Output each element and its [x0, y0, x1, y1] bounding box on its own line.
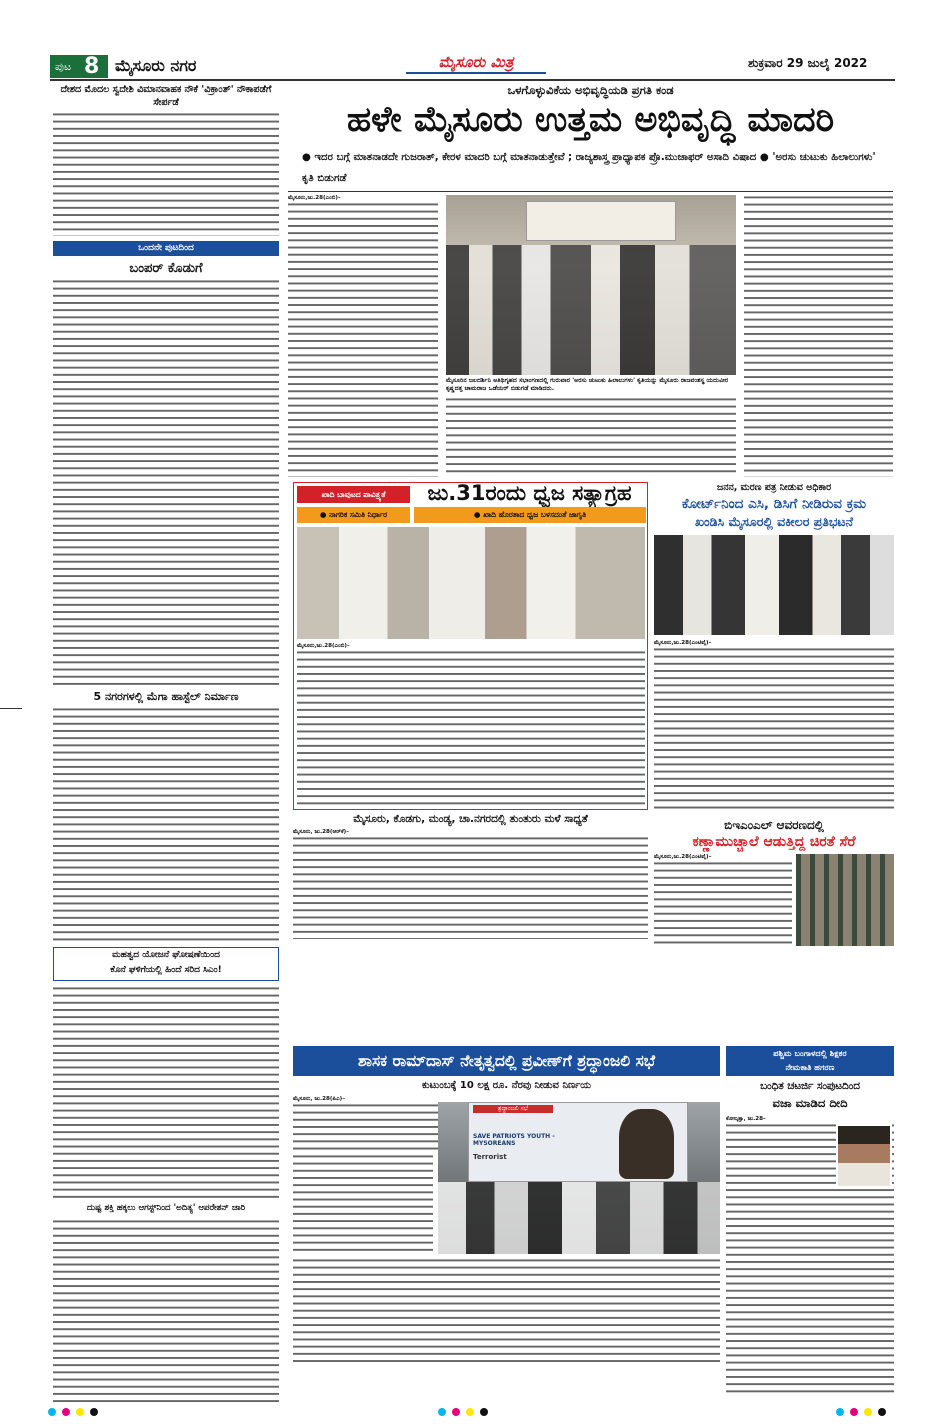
khadi-sub-1 — [297, 507, 410, 523]
praveen-dateline: ಮೈಸೂರು, ಜು.28(ಪಿಎ)– — [293, 1096, 346, 1102]
reg-mark-yellow — [864, 1408, 872, 1416]
advocates-photo — [654, 535, 894, 635]
rain-body-lines — [293, 836, 648, 939]
page-number: 8 — [84, 54, 100, 79]
reg-mark-yellow — [466, 1408, 474, 1416]
bengal-headline-2: ವಜಾ ಮಾಡಿದ ದೀದಿ — [772, 1096, 848, 1110]
praveen-headline-box — [293, 1046, 720, 1076]
advocates-dateline: ಮೈಸೂರು,ಜು.28(ಎಂಟಿವೈ)– — [654, 640, 712, 646]
praveen-body-bottom — [293, 1258, 720, 1366]
khadi-sub-2-text: ● ಖಾದಿ ಹೊರತಾದ ಧ್ವಜ ಬಳಸದಂತೆ ಜಾಗೃತಿ — [473, 510, 587, 519]
leopard-dateline: ಮೈಸೂರು,ಜು.28(ಎಂಟಿವೈ)– — [654, 854, 712, 860]
top-kicker: ಒಳಗೊಳ್ಳುವಿಕೆಯ ಅಭಿವೃದ್ಧಿಯಡಿ ಪ್ರಗತಿ ಕಂಡ — [507, 83, 674, 97]
praveen-photo-people — [438, 1182, 720, 1254]
deck-rule — [288, 191, 893, 192]
aditya-headline: ದುಷ್ಟ ಶಕ್ತಿ ಹಕ್ಕಲು ಆಗಸ್ಟ್‌ನಿಂದ 'ಅದಿತ್ಯ' ಆಪರೇಶನ್ ಜಾರಿ — [86, 1203, 246, 1213]
left-column — [50, 83, 282, 1403]
praveen-sub: ಕುಟುಂಬಕ್ಕೆ 10 ಲಕ್ಷ ರೂ. ನೆರವು ನೀಡುವ ನಿರ್ಣಯ — [422, 1080, 591, 1091]
bengal-story — [726, 1046, 894, 1406]
praveen-story — [293, 1046, 720, 1406]
page-tab — [50, 55, 108, 78]
tribute-banner-main: SAVE PATRIOTS YOUTH - MYSOREANS — [473, 1133, 555, 1147]
reg-mark-cyan — [438, 1408, 446, 1416]
advocates-kicker: ಜನನ, ಮರಣ ಪತ್ರ ನೀಡುವ ಅಧಿಕಾರ — [716, 482, 832, 493]
reg-mark-black — [878, 1408, 886, 1416]
masthead-rule — [50, 79, 895, 81]
mahatva-headline-1: ಮಹತ್ವದ ಯೋಜನೆ ಘೋಷಣೆಯಿಂದ — [112, 950, 220, 960]
khadi-sub-2 — [414, 507, 646, 523]
khadi-sub-1-text: ● ನಾಗರಿಕ ಸಮಿತಿ ನಿರ್ಧಾರ — [319, 510, 388, 519]
aditya-body — [53, 1219, 279, 1403]
hostel-headline: 5 ನಗರಗಳಲ್ಲಿ ಮೆಗಾ ಹಾಸ್ಟೆಲ್ ನಿರ್ಮಾಣ — [93, 690, 239, 703]
advocates-body-lines — [654, 647, 894, 812]
top-photo-banner — [526, 201, 676, 241]
tribute-banner-side: Terrorist — [473, 1153, 507, 1161]
masthead — [0, 0, 945, 80]
section-title: ಮೈಸೂರು ನಗರ — [115, 56, 197, 75]
logo-text: ಮೈಸೂರು ಮಿತ್ರ — [438, 53, 514, 71]
continued-bar: ಒಂದನೇ ಪುಟದಿಂದ — [53, 241, 279, 256]
rain-headline: ಮೈಸೂರು, ಕೊಡಗು, ಮಂಡ್ಯ, ಚಾ.ನಗರದಲ್ಲಿ ತುಂತುರು ಮಳೆ ಸಾಧ್ಯತೆ — [353, 813, 588, 825]
top-body-col-4 — [744, 195, 893, 477]
top-body-col-1-lines — [288, 202, 438, 477]
reg-mark-yellow — [76, 1408, 84, 1416]
leopard-body-lines — [654, 861, 792, 946]
khadi-tag-text: ಖಾದಿ ಬಾವುಟದ ಪಾವಿತ್ರ್ಯತೆ — [321, 490, 386, 499]
hostel-body — [53, 707, 279, 941]
reg-mark-black — [90, 1408, 98, 1416]
bumper-body — [53, 279, 279, 685]
logo-underline — [406, 72, 546, 74]
khadi-tag — [297, 486, 410, 503]
praveen-photo — [438, 1102, 720, 1254]
mahatva-body — [53, 986, 279, 1198]
khadi-headline: ಜು.31ರಂದು ಧ್ವಜ ಸತ್ಯಾಗ್ರಹ — [427, 481, 632, 505]
issue-date: ಶುಕ್ರವಾರ 29 ಜುಲೈ 2022 — [748, 56, 868, 70]
bengal-kicker-box — [726, 1046, 894, 1076]
top-headline: ಹಳೇ ಮೈಸೂರು ಉತ್ತಮ ಅಭಿವೃದ್ಧಿ ಮಾದರಿ — [346, 100, 835, 140]
leopard-headline: ಕಣ್ಣಾಮುಚ್ಚಾಲೆ ಆಡುತ್ತಿದ್ದ ಚಿರತೆ ಸೆರೆ — [692, 834, 856, 850]
khadi-body — [297, 643, 645, 807]
top-body-col-1 — [288, 195, 438, 477]
tribute-banner — [468, 1102, 688, 1182]
margin-tick — [0, 708, 22, 709]
advocates-body — [654, 640, 894, 812]
bumper-headline: ಬಂಪರ್ ಕೊಡುಗೆ — [129, 261, 203, 276]
advocates-headline-1: ಕೋರ್ಟ್‌ನಿಂದ ಎಸಿ, ಡಿಸಿಗೆ ನೀಡಿರುವ ಕ್ರಮ — [681, 496, 867, 512]
bengal-kicker-1: ಪಶ್ಚಿಮ ಬಂಗಾಳದಲ್ಲಿ ಶಿಕ್ಷಕರ — [773, 1048, 847, 1058]
bengal-portrait — [836, 1124, 892, 1188]
mahatva-box — [53, 947, 279, 981]
vikrant-body — [53, 112, 279, 236]
vikrant-headline: ದೇಶದ ಮೊದಲ ಸ್ವದೇಶಿ ವಿಮಾನವಾಹಕ ನೌಕೆ 'ವಿಕ್ರಾಂತ್' ನೌಕಾಪಡೆಗೆ ಸೇರ್ಪಡೆ — [60, 84, 272, 108]
khadi-body-lines — [297, 650, 645, 807]
rain-story — [293, 813, 648, 943]
top-photo — [446, 195, 736, 375]
tribute-portrait — [619, 1109, 674, 1179]
praveen-body-left — [293, 1154, 433, 1254]
rain-body — [293, 829, 648, 939]
khadi-photo — [297, 527, 645, 639]
footer-marks — [0, 1408, 945, 1424]
top-story — [288, 83, 893, 479]
bengal-headline-1: ಬಂಧಿತ ಚಟರ್ಜಿ ಸಂಪುಟದಿಂದ — [760, 1080, 860, 1092]
bengal-kicker-2: ನೇಮಕಾತಿ ಹಗರಣ — [785, 1062, 835, 1072]
top-photo-people — [446, 245, 736, 375]
leopard-story — [654, 818, 894, 946]
reg-mark-black — [480, 1408, 488, 1416]
reg-mark-cyan — [48, 1408, 56, 1416]
praveen-headline: ಶಾಸಕ ರಾಮ್‌ದಾಸ್ ನೇತೃತ್ವದಲ್ಲಿ ಪ್ರವೀಣ್‌ಗೆ ಶ್ರದ್ಧಾಂಜಲಿ ಸಭೆ — [357, 1052, 656, 1070]
leopard-photo — [796, 854, 894, 946]
top-deck: ● ಇದರ ಬಗ್ಗೆ ಮಾತನಾಡದೇ ಗುಜರಾತ್, ಕೇರಳ ಮಾದರಿ ಬಗ್ಗೆ ಮಾತನಾಡುತ್ತೇವೆ ; ರಾಜ್ಯಶಾಸ್ತ್ರ ಪ್ರಾಧ್ಯಾಪಕ ಪ್ರೊ.ಮುಜಾಫರ್ ಅಸಾದಿ ವಿಷಾದ ● 'ಅರಸು ಚುಟುಕು ಹಿಲಾಲುಗಳು' ಕೃತಿ ಬಿಡುಗಡೆ — [302, 152, 876, 184]
reg-mark-magenta — [452, 1408, 460, 1416]
advocates-story — [654, 482, 894, 816]
top-photo-caption: ಮೈಸೂರಿನ ಜಲದರ್ಶಿನಿ ಅತಿಥಿಗೃಹದ ಸಭಾಂಗಣದಲ್ಲಿ ಗುರುವಾರ 'ಅರಸು ಚುಟುಕು ಹಿಲಾಲುಗಳು' ಕೃತಿಯನ್ನು ಮೈಸೂರು ರಾಜವಂಶಸ್ಥ ಯದುವೀರ ಕೃಷ್ಣದತ್ತ ಚಾಮರಾಜ ಒಡೆಯರ್ ಬಿಡುಗಡೆ ಮಾಡಿದರು. — [446, 377, 729, 393]
page-label: ಪುಟ — [55, 60, 72, 73]
top-dateline: ಮೈಸೂರು,ಜು.28(ಎಂಬಿ)– — [288, 195, 341, 201]
reg-mark-magenta — [62, 1408, 70, 1416]
masthead-logo — [400, 53, 552, 73]
mahatva-headline-2: ಕೊನೆ ಘಳಿಗೆಯಲ್ಲಿ ಹಿಂದೆ ಸರಿದ ಸಿಎಂ! — [110, 965, 222, 975]
khadi-dateline: ಮೈಸೂರು,ಜು.28(ಎಂಬಿ)– — [297, 643, 350, 649]
leopard-body — [654, 854, 792, 946]
reg-mark-cyan — [836, 1408, 844, 1416]
khadi-story — [293, 482, 648, 810]
rain-dateline: ಮೈಸೂರು, ಜು.28(ಆರ್‌ಕೆ)– — [293, 829, 350, 835]
leopard-kicker: ಬಿಇಎಂಎಲ್ ಆವರಣದಲ್ಲಿ — [724, 818, 824, 832]
reg-mark-magenta — [850, 1408, 858, 1416]
top-body-under-photo — [446, 397, 736, 477]
tribute-banner-title: ಶ್ರದ್ಧಾಂಜಲಿ ಸಭೆ — [473, 1105, 553, 1113]
bengal-dateline: ಕೋಲ್ಕತ್ತಾ, ಜು.28– — [726, 1116, 766, 1122]
advocates-headline-2: ಖಂಡಿಸಿ ಮೈಸೂರಲ್ಲಿ ವಕೀಲರ ಪ್ರತಿಭಟನೆ — [694, 514, 854, 529]
